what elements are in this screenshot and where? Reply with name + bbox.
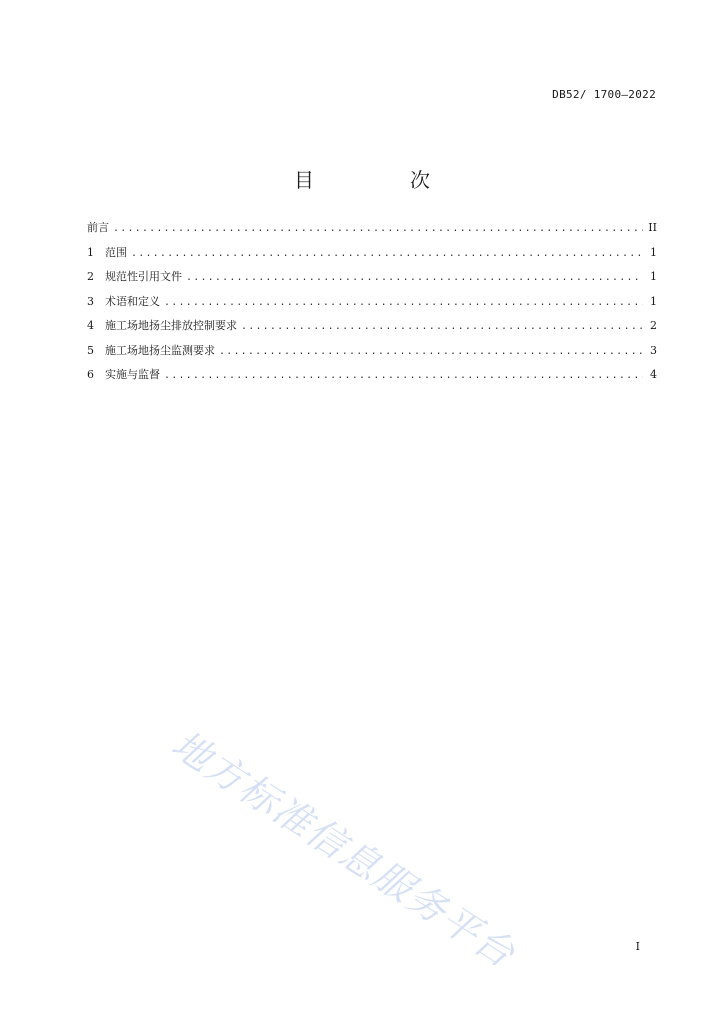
- toc-entry-page: 2: [650, 319, 657, 332]
- toc-dot-leader: [186, 272, 643, 283]
- toc-title: 目 次: [294, 168, 468, 193]
- toc-dot-leader: [164, 370, 643, 381]
- toc-entry-label: 范围: [105, 245, 127, 259]
- toc-entry-page: II: [648, 221, 657, 234]
- watermark: 地方标准信息服务平台: [164, 721, 524, 977]
- document-code: DB52/ 1700—2022: [552, 88, 656, 101]
- toc-entry-normative-references[interactable]: [87, 268, 657, 293]
- toc-entry-label: 施工场地扬尘监测要求: [105, 343, 215, 357]
- toc-entry-label: 施工场地扬尘排放控制要求: [105, 319, 237, 332]
- toc-dot-leader: [164, 297, 643, 308]
- toc-dot-leader: [219, 346, 643, 357]
- toc-entry-terms-definitions[interactable]: [87, 293, 657, 318]
- toc-dot-leader: [241, 321, 643, 332]
- toc-entry-page: 1: [650, 270, 657, 283]
- toc-entry-page: 4: [650, 368, 657, 381]
- toc-entry-foreword[interactable]: [87, 219, 657, 244]
- toc-entry-number: 3: [87, 294, 94, 308]
- toc-entry-number: 1: [87, 245, 94, 259]
- toc-entry-label: 前言: [87, 221, 109, 234]
- toc-entry-page: 1: [650, 294, 657, 308]
- toc-entry-number: 6: [87, 368, 94, 381]
- toc-entry-number: 5: [87, 343, 94, 357]
- toc-entry-number: 4: [87, 319, 94, 332]
- table-of-contents: [87, 219, 657, 391]
- page-number: I: [635, 940, 640, 953]
- toc-entry-label: 术语和定义: [105, 294, 160, 308]
- toc-entry-label: 实施与监督: [105, 368, 160, 381]
- toc-entry-page: 1: [650, 245, 657, 259]
- toc-entry-label: 规范性引用文件: [105, 270, 182, 283]
- toc-entry-dust-monitoring[interactable]: [87, 342, 657, 367]
- toc-entry-dust-emission-control[interactable]: [87, 317, 657, 342]
- toc-dot-leader: [113, 223, 643, 234]
- toc-entry-number: 2: [87, 270, 94, 283]
- toc-entry-scope[interactable]: [87, 244, 657, 269]
- toc-dot-leader: [131, 248, 643, 259]
- toc-entry-page: 3: [650, 343, 657, 357]
- toc-entry-implementation-supervision[interactable]: [87, 366, 657, 391]
